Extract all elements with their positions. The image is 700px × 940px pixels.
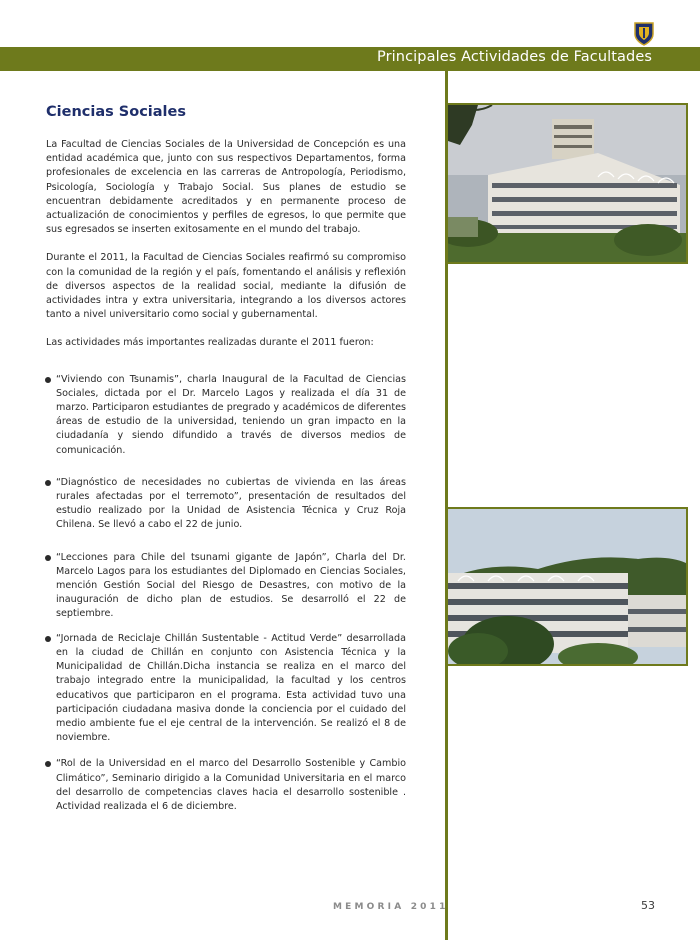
page-number: 53 [641, 899, 655, 912]
banner-title: Principales Actividades de Facultades [377, 49, 652, 65]
building-photo-hillside [448, 507, 688, 666]
bullet-dot-icon [45, 555, 51, 561]
university-crest-icon [633, 21, 655, 47]
list-item-text: “Viviendo con Tsunamis”, charla Inaugural de la Facultad de Ciencias Sociales, dictada por el Dr. Marcelo Lagos y realizada el día 31 de marzo. Participaron estudiantes de pregrado y académicos de diferentes áreas de estudio de la universidad, teniendo un gran impacto en la ciudadanía y siendo difundido a través de diversos medios de comunicación. [56, 373, 406, 456]
header-banner [0, 47, 700, 71]
article-body [46, 138, 406, 814]
building-photo-tower [448, 103, 688, 264]
section-title: Ciencias Sociales [46, 104, 186, 120]
footer-label: MEMORIA 2011 [333, 902, 449, 912]
intro-paragraph: La Facultad de Ciencias Sociales de la Universidad de Concepción es una entidad académica que, junto con sus respectivos Departamentos, forma profesionales de excelencia en las carreras de Antropología, Periodismo, Psicología, Sociología y Trabajo Social. Sus planes de estudio se encuentran debidamente acreditados y en permanente proceso de actualización de conocimientos y perfiles de egresos, lo que permite que sus egresados se inserten exitosamente en el mundo del trabajo. [46, 139, 406, 236]
bullet-dot-icon [45, 377, 51, 383]
activities-intro: Las actividades más importantes realizadas durante el 2011 fueron: [46, 337, 374, 349]
list-item [46, 757, 406, 814]
list-item [46, 632, 406, 746]
commitment-paragraph: Durante el 2011, la Facultad de Ciencias Sociales reafirmó su compromiso con la comunidad de la región y el país, fomentando el análisis y reflexión de diversos aspectos de la realidad social, mediante la difusión de actividades intra y extra universitaria, integrando a los diversos actores tanto a nivel universitario como social y gubernamental. [46, 252, 406, 321]
list-item [46, 551, 406, 622]
list-item-text: “Lecciones para Chile del tsunami gigante de Japón”, Charla del Dr. Marcelo Lagos para los estudiantes del Diplomado en Ciencias Sociales, mención Gestión Social del Riesgo de Desastres, con motivo de la inauguración de dicho plan de estudios. Se desarrolló el 22 de septiembre. [56, 551, 406, 620]
bullet-dot-icon [45, 480, 51, 486]
bullet-dot-icon [45, 636, 51, 642]
list-item [46, 373, 406, 458]
list-item-text: “Diagnóstico de necesidades no cubiertas de vivienda en las áreas rurales afectadas por el terremoto”, presentación de resultados del estudio realizado por la Unidad de Asistencia Técnica y Cruz Roja Chilena. Se llevó a cabo el 22 de junio. [56, 476, 406, 531]
list-item [46, 476, 406, 533]
list-item-text: “Jornada de Reciclaje Chillán Sustentable - Actitud Verde” desarrollada en la ciudad de Chillán en conjunto con Asistencia Técnica y la Municipalidad de Chillán.Dicha instancia se realiza en el marco del trabajo integrado entre la municipalidad, la facultad y los centros educativos que participaron en el programa. Esta actividad tuvo una participación ciudadana masiva donde la conciencia por el cuidado del medio ambiente fue el eje central de la intervención. Se realizó el 8 de noviembre. [56, 632, 406, 744]
list-item-text: “Rol de la Universidad en el marco del Desarrollo Sostenible y Cambio Climático”, Seminario dirigido a la Comunidad Universitaria en el marco del desarrollo de competencias claves hacia el desarrollo sostenible . Actividad realizada el 6 de diciembre. [56, 758, 406, 812]
